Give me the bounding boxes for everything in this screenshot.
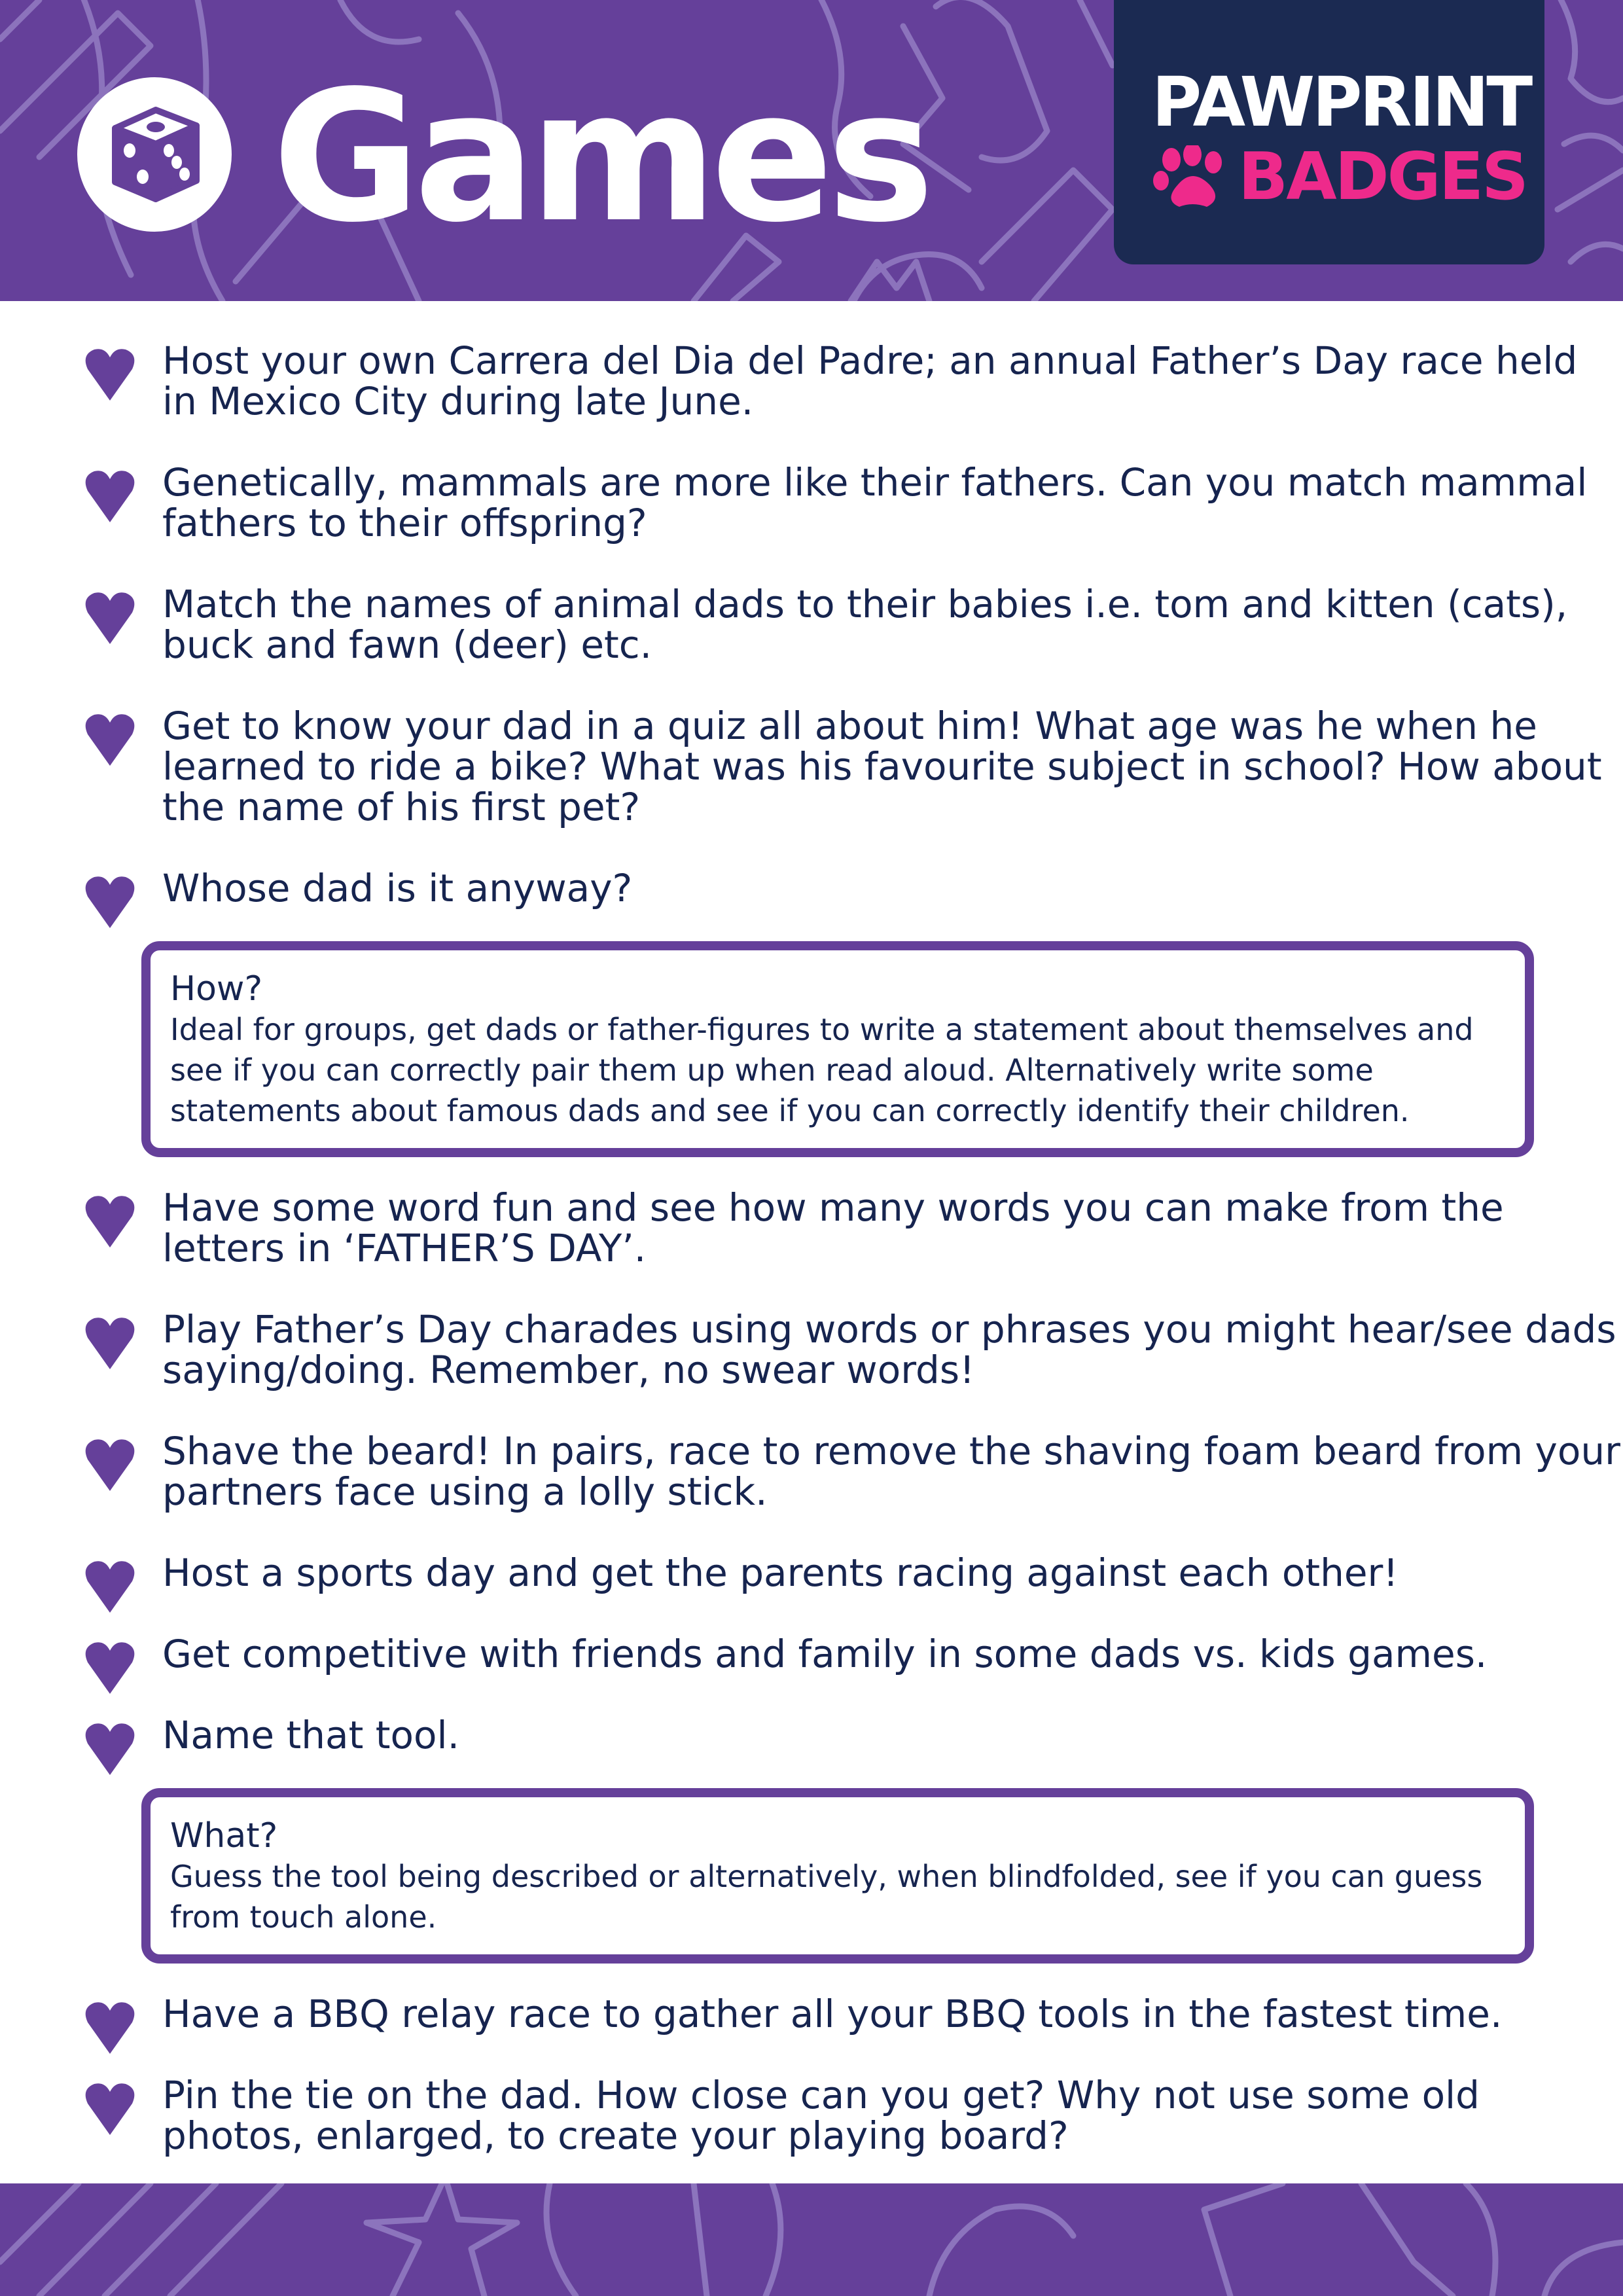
item-text: Get to know your dad in a quiz all about him! What age was he when he learned to ride a bike? What was his favourite subject in school? How about the name of his first pet? [162, 704, 1602, 829]
heart-icon [82, 712, 137, 767]
dice-icon [77, 77, 232, 232]
heart-icon [82, 874, 137, 929]
list-item [77, 1307, 1616, 1392]
list-item [77, 1552, 1543, 1593]
item-text: Have some word fun and see how many words you can make from the letters in ‘FATHER’S DAY’. [162, 1185, 1504, 1270]
heart-icon [82, 590, 137, 645]
item-text: Shave the beard! In pairs, race to remove the shaving foam beard from your partners face using a lolly stick. [162, 1429, 1620, 1514]
list-item [77, 868, 1543, 908]
list-item [77, 460, 1588, 545]
item-text: Host a sports day and get the parents racing against each other! [162, 1551, 1399, 1595]
what-box [141, 1788, 1534, 1964]
item-text: Genetically, mammals are more like their fathers. Can you match mammal fathers to their offspring? [162, 460, 1588, 545]
heart-icon [82, 1721, 137, 1776]
heart-icon [82, 469, 137, 524]
list-item [77, 1429, 1620, 1514]
header-banner [0, 0, 1623, 301]
box-title: How? [170, 969, 263, 1009]
heart-icon [82, 347, 137, 402]
item-text: Have a BBQ relay race to gather all your BBQ tools in the fastest time. [162, 1992, 1503, 2036]
footer-banner [0, 2183, 1623, 2296]
dice-badge [77, 77, 232, 232]
heart-icon [82, 1559, 137, 1614]
how-box [141, 941, 1534, 1157]
decorative-outline-pattern [0, 2183, 1623, 2296]
paw-icon [1152, 145, 1230, 211]
brand-name-line1: PAWPRINT [1152, 62, 1531, 142]
item-text: Host your own Carrera del Dia del Padre; an annual Father’s Day race held in Mexico City during late June. [162, 338, 1578, 423]
box-body: Guess the tool being described or alternatively, when blindfolded, see if you can guess from touch alone. [170, 1859, 1483, 1935]
heart-icon [82, 1437, 137, 1492]
page-title: Games [272, 52, 928, 262]
item-text: Match the names of animal dads to their babies i.e. tom and kitten (cats), buck and fawn (deer) etc. [162, 582, 1568, 667]
list-item [77, 1994, 1543, 2034]
list-item [77, 1187, 1543, 1268]
heart-icon [82, 2081, 137, 2136]
item-text: Play Father’s Day charades using words or phrases you might hear/see dads saying/doing. Remember, no swear words! [162, 1307, 1616, 1392]
games-list [0, 340, 1623, 2197]
list-item [77, 582, 1568, 667]
list-item [77, 1715, 1543, 1755]
list-item [77, 1634, 1543, 1674]
box-title: What? [170, 1816, 278, 1856]
list-item [77, 704, 1602, 829]
list-item [77, 2075, 1543, 2156]
item-text: Whose dad is it anyway? [162, 866, 633, 910]
list-item [77, 338, 1578, 423]
item-text: Get competitive with friends and family in some dads vs. kids games. [162, 1632, 1488, 1676]
brand-name-line2: BADGES [1238, 138, 1527, 215]
item-text: Pin the tie on the dad. How close can you get? Why not use some old photos, enlarged, to create your playing board? [162, 2073, 1480, 2158]
heart-icon [82, 1316, 137, 1371]
box-body: Ideal for groups, get dads or father-figures to write a statement about themselves and see if you can correctly pair them up when read aloud. Alternatively write some statements about famous dads and see if you can correctly identify their children. [170, 1012, 1474, 1128]
heart-icon [82, 1194, 137, 1249]
brand-logo [1114, 0, 1544, 264]
item-text: Name that tool. [162, 1713, 460, 1757]
heart-icon [82, 2000, 137, 2055]
heart-icon [82, 1640, 137, 1695]
